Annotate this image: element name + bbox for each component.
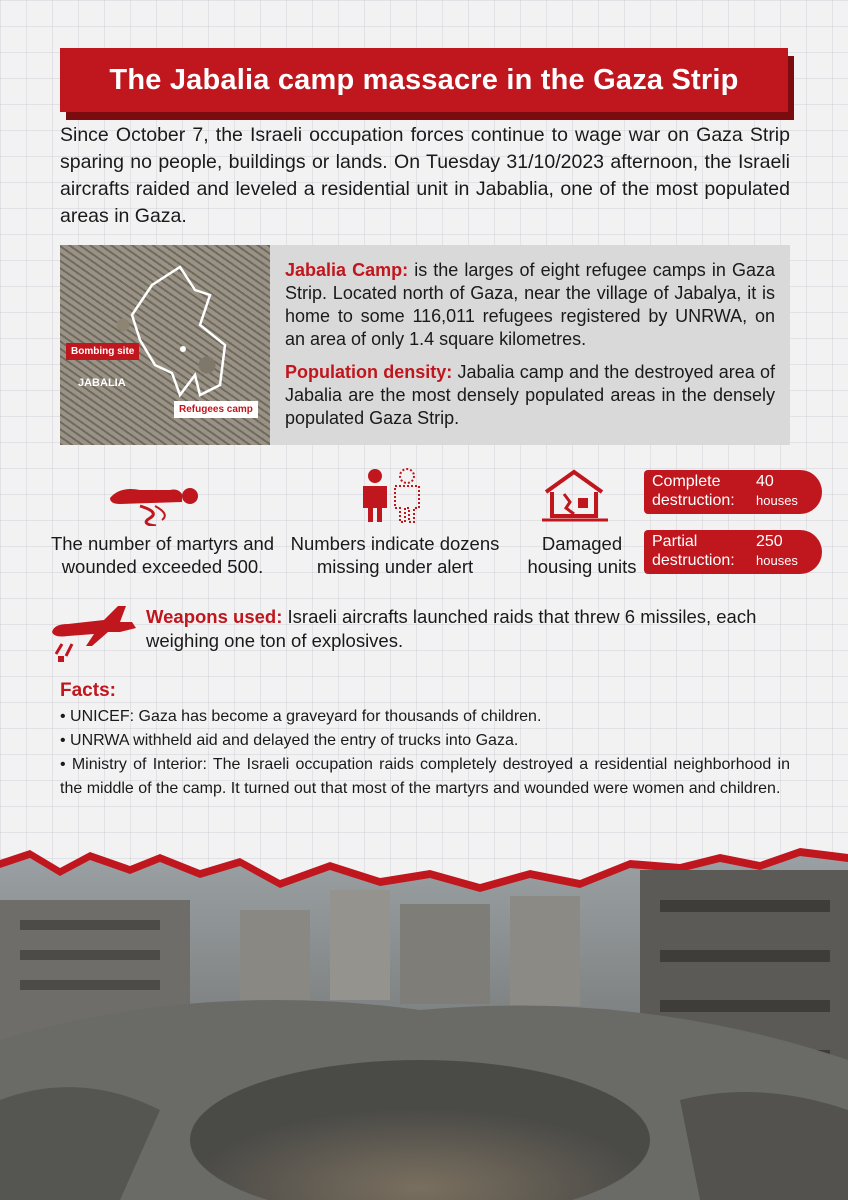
complete-value: 40 <box>756 473 774 490</box>
camp-info-box <box>60 245 790 445</box>
fact-item: • Ministry of Interior: The Israeli occupation raids completely destroyed a residential neighborhood in the middle of the camp. It turned out that most of the martyrs and wounded were women and children. <box>60 756 790 797</box>
fact-item: • UNICEF: Gaza has become a graveyard for thousands of children. <box>60 708 542 725</box>
partial-destruction-value <box>756 532 798 570</box>
weapons-text: Israeli aircrafts launched raids that threw 6 missiles, each weighing one ton of explosives. <box>146 606 757 651</box>
partial-unit: houses <box>756 553 798 568</box>
martyr-icon <box>100 476 210 526</box>
partial-destruction-label: Partial destruction: <box>652 533 735 569</box>
facts-title: Facts: <box>60 680 116 701</box>
complete-unit: houses <box>756 493 798 508</box>
satellite-map <box>60 245 270 445</box>
stat-missing: Numbers indicate dozens missing under alert <box>290 533 500 577</box>
density-label: Population density: <box>285 362 453 382</box>
rubble-photo <box>0 840 848 1200</box>
facts-list <box>60 705 790 801</box>
complete-destruction-label: Complete destruction: <box>652 473 735 509</box>
stat-martyrs: The number of martyrs and wounded exceeded 500. <box>50 533 275 577</box>
jabalia-label: JABALIA <box>78 377 126 389</box>
camp-label: Jabalia Camp: <box>285 260 409 280</box>
weapons-label: Weapons used: <box>146 606 283 627</box>
bombing-site-label: Bombing site <box>66 343 139 360</box>
complete-destruction-pill <box>644 470 822 514</box>
camp-description <box>285 259 775 351</box>
damaged-house-icon <box>540 468 610 524</box>
aircraft-icon <box>48 598 138 664</box>
fact-item: • UNRWA withheld aid and delayed the entry of trucks into Gaza. <box>60 732 519 749</box>
missing-people-icon <box>358 468 428 524</box>
stat-housing: Damaged housing units <box>527 533 637 577</box>
density-text: Jabalia camp and the destroyed area of Jabalia are the most densely populated areas in the densely populated Gaza Strip. <box>285 362 775 428</box>
density-description <box>285 361 775 430</box>
page-title: The Jabalia camp massacre in the Gaza Strip <box>60 48 788 112</box>
refugees-camp-label: Refugees camp <box>174 401 258 418</box>
intro-paragraph: Since October 7, the Israeli occupation forces continue to wage war on Gaza Strip sparing no people, buildings or lands. On Tuesday 31/10/2023 afternoon, the Israeli aircrafts raided and leveled a residential unit in Jabablia, one of the most populated areas in Gaza. <box>60 124 790 227</box>
partial-destruction-pill <box>644 530 822 574</box>
weapons-used <box>146 605 806 653</box>
camp-text: is the larges of eight refugee camps in Gaza Strip. Located north of Gaza, near the village of Jabalya, it is home to some 116,011 refugees registered by UNRWA, on an area of only 1.4 square kilometres. <box>285 260 775 349</box>
partial-value: 250 <box>756 533 783 550</box>
complete-destruction-value <box>756 472 798 510</box>
camp-info-text <box>285 259 775 440</box>
